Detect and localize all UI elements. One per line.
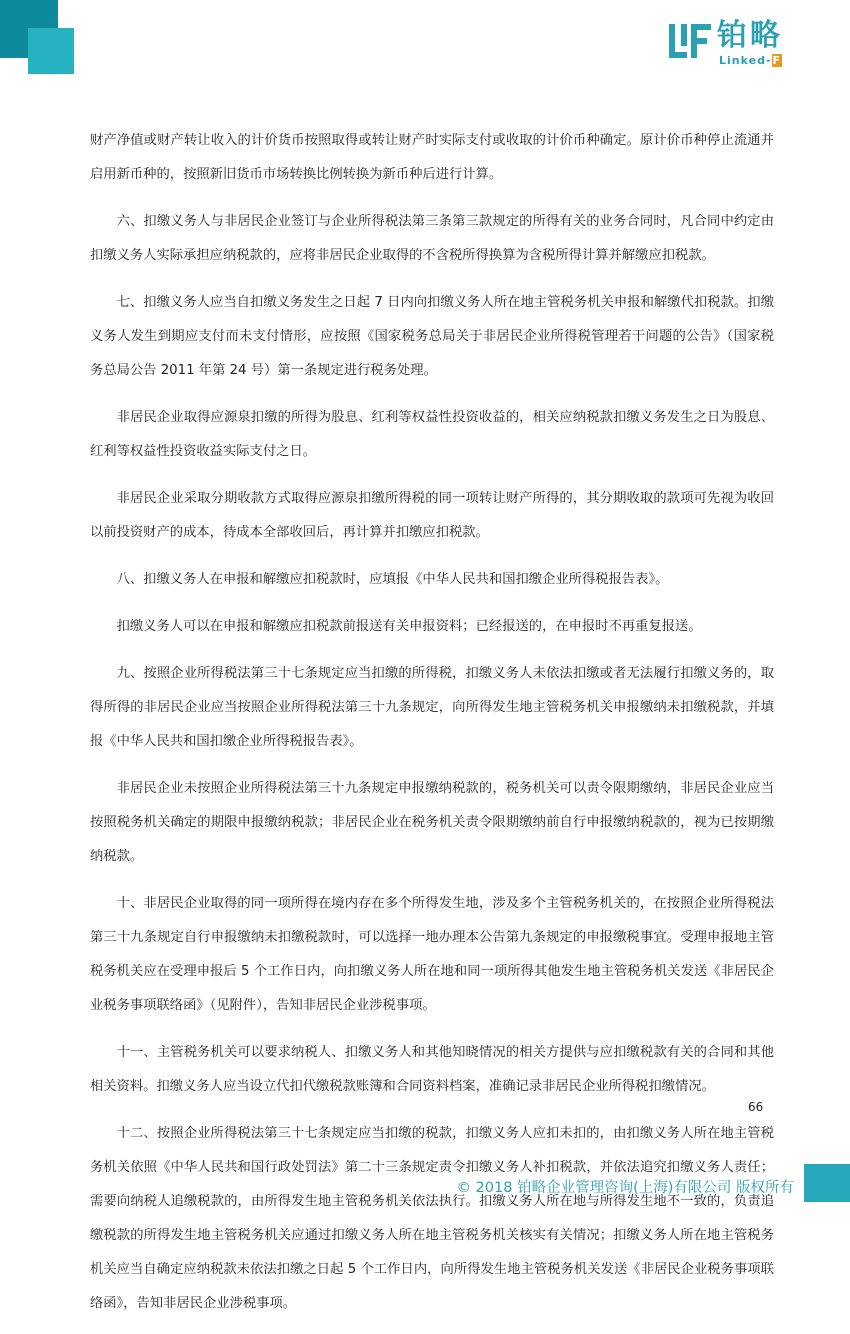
body-paragraph: 非居民企业未按照企业所得税法第三十九条规定申报缴纳税款的，税务机关可以责令限期缴纳，非居民企业应当按照税务机关确定的期限申报缴纳税款；非居民企业在税务机关责令限期缴纳前自行申报缴纳税款的，视为已按期缴纳税款。 [90, 781, 774, 864]
body-paragraph: 非居民企业采取分期收款方式取得应源泉扣缴所得税的同一项转让财产所得的，其分期收取的款项可先视为收回以前投资财产的成本，待成本全部收回后，再计算并扣缴应扣税款。 [90, 491, 774, 540]
body-paragraph: 非居民企业取得应源泉扣缴的所得为股息、红利等权益性投资收益的，相关应纳税款扣缴义务发生之日为股息、红利等权益性投资收益实际支付之日。 [90, 410, 774, 459]
body-paragraph: 八、扣缴义务人在申报和解缴应扣税款时，应填报《中华人民共和国扣缴企业所得税报告表》。 [116, 572, 669, 587]
corner-decoration-light [28, 28, 74, 74]
logo-mark-icon [667, 20, 715, 62]
body-paragraph: 七、扣缴义务人应当自扣缴义务发生之日起 7 日内向扣缴义务人所在地主管税务机关申报和解缴代扣税款。扣缴义务人发生到期应支付而未支付情形，应按照《国家税务总局关于非居民企业所得税管理若干问题的公告》（国家税务总局公告 2011 年第 24 号）第一条规定进行税务处理。 [90, 295, 774, 378]
body-paragraph: 九、按照企业所得税法第三十七条规定应当扣缴的所得税，扣缴义务人未依法扣缴或者无法履行扣缴义务的，取得所得的非居民企业应当按照企业所得税法第三十九条规定，向所得发生地主管税务机关申报缴纳未扣缴税款，并填报《中华人民共和国扣缴企业所得税报告表》。 [90, 666, 774, 749]
body-paragraph: 十二、按照企业所得税法第三十七条规定应当扣缴的税款，扣缴义务人应扣未扣的，由扣缴义务人所在地主管税务机关依照《中华人民共和国行政处罚法》第二十三条规定责令扣缴义务人补扣税款，并依法追究扣缴义务人责任；需要向纳税人追缴税款的，由所得发生地主管税务机关依法执行。扣缴义务人所在地与所得发生地不一致的，负责追缴税款的所得发生地主管税务机关应通过扣缴义务人所在地主管税务机关核实有关情况；扣缴义务人所在地主管税务机关应当自确定应纳税款未依法扣缴之日起 5 个工作日内，向所得发生地主管税务机关发送《非居民企业税务事项联络函》，告知非居民企业涉税事项。 [90, 1126, 774, 1311]
footer-decoration [804, 1164, 850, 1202]
logo-chinese-name: 铂略 [717, 18, 783, 53]
footer-copyright: © 2018 铂略企业管理咨询(上海)有限公司 版权所有 [456, 1180, 794, 1196]
company-logo [667, 18, 807, 68]
body-paragraph: 六、扣缴义务人与非居民企业签订与企业所得税法第三条第三款规定的所得有关的业务合同时，凡合同中约定由扣缴义务人实际承担应纳税款的，应将非居民企业取得的不含税所得换算为含税所得计算并解缴应扣税款。 [90, 214, 774, 263]
body-paragraph: 十一、主管税务机关可以要求纳税人、扣缴义务人和其他知晓情况的相关方提供与应扣缴税款有关的合同和其他相关资料。扣缴义务人应当设立代扣代缴税款账簿和合同资料档案，准确记录非居民企业所得税扣缴情况。 [90, 1045, 774, 1094]
body-paragraph: 财产净值或财产转让收入的计价货币按照取得或转让财产时实际支付或收取的计价币种确定。原计价币种停止流通并启用新币种的，按照新旧货币市场转换比例转换为新币种后进行计算。 [90, 133, 774, 182]
body-paragraph: 十、非居民企业取得的同一项所得在境内存在多个所得发生地，涉及多个主管税务机关的，在按照企业所得税法第三十九条规定自行申报缴纳未扣缴税款时，可以选择一地办理本公告第九条规定的申报缴税事宜。受理申报地主管税务机关应在受理申报后 5 个工作日内，向扣缴义务人所在地和同一项所得其他发生地主管税务机关发送《非居民企业税务事项联络函》（见附件），告知非居民企业涉税事项。 [90, 896, 774, 1013]
logo-english-suffix: F [772, 54, 782, 67]
logo-english-name [719, 54, 782, 67]
document-body [90, 124, 774, 1334]
body-paragraph: 扣缴义务人可以在申报和解缴应扣税款前报送有关申报资料；已经报送的，在申报时不再重复报送。 [116, 619, 702, 634]
logo-english-prefix: Linked- [719, 54, 772, 67]
page-number: 66 [748, 1100, 764, 1114]
